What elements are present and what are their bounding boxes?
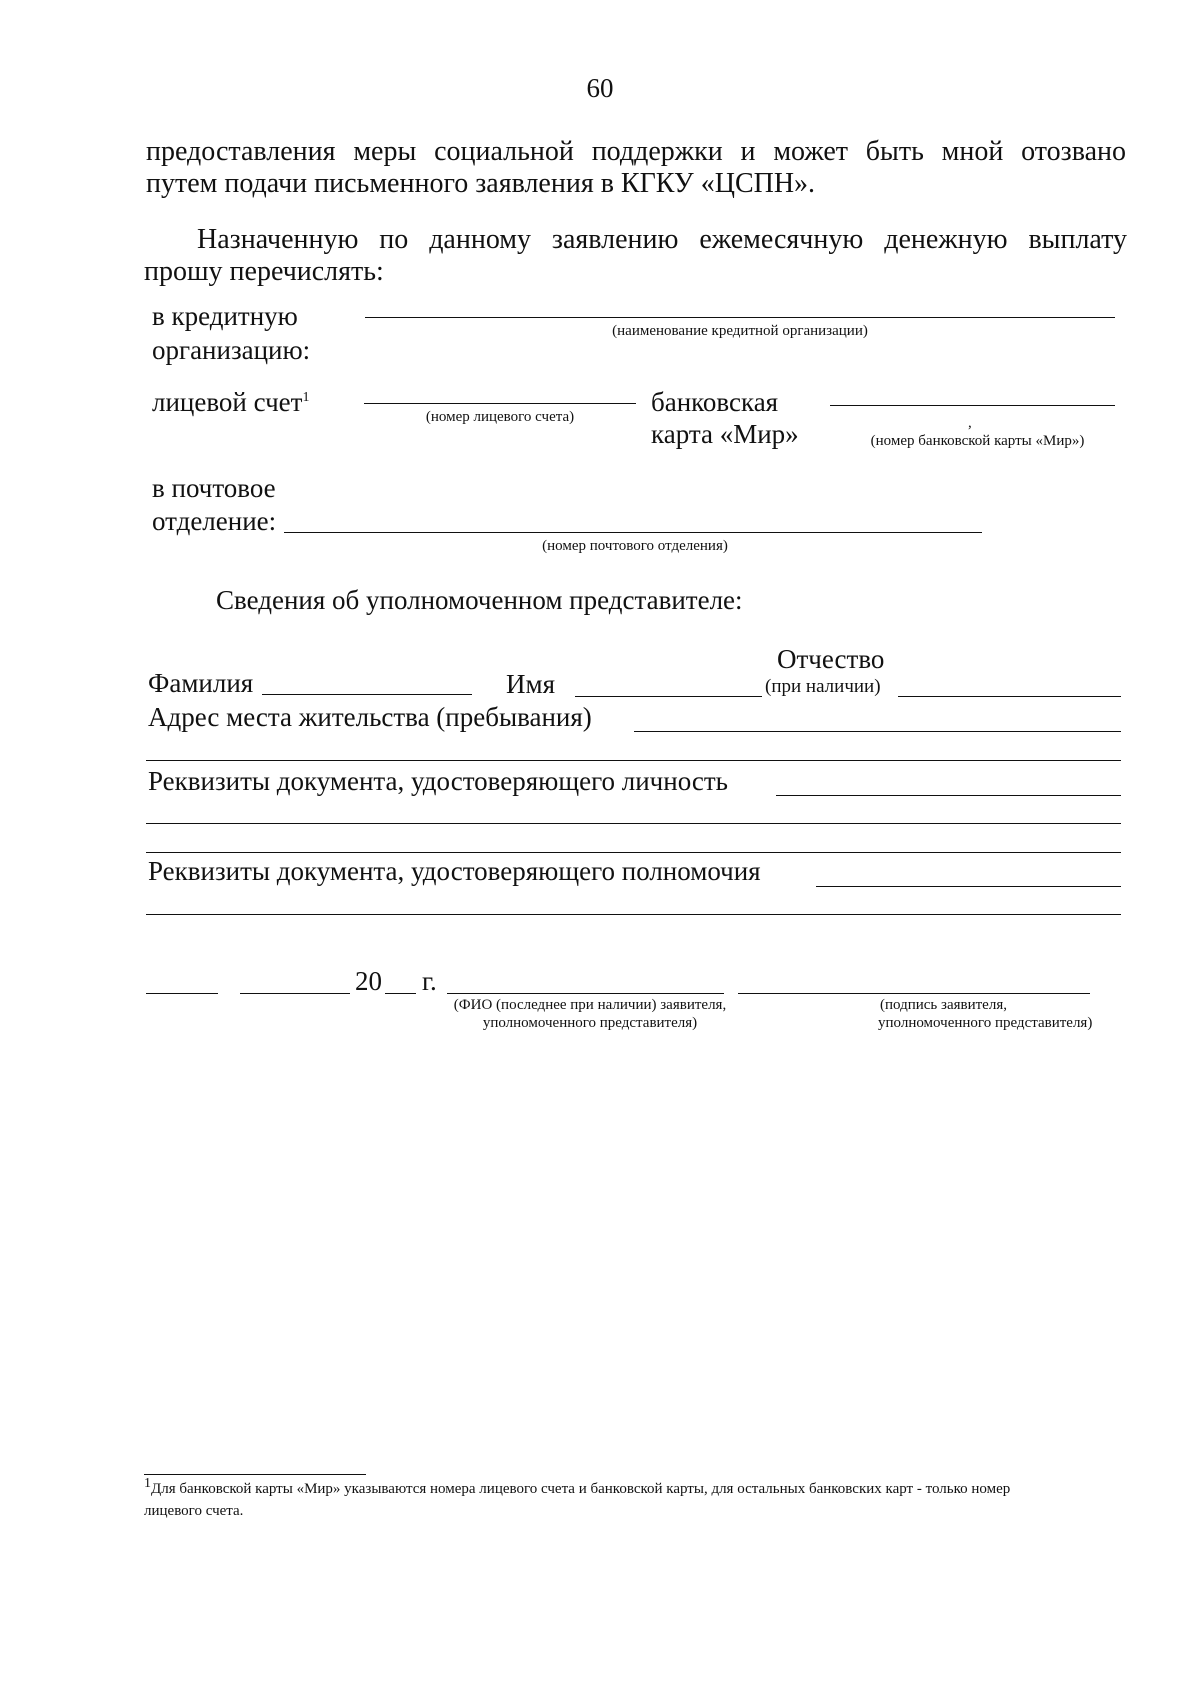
footnote-mark: 1 bbox=[144, 1476, 151, 1491]
surname-label: Фамилия bbox=[148, 668, 254, 698]
footnote-ref-mark: 1 bbox=[302, 390, 310, 405]
authority-doc-input-line[interactable] bbox=[816, 886, 1121, 887]
representative-heading: Сведения об уполномоченном представителе: bbox=[216, 585, 743, 615]
signature-input-line[interactable] bbox=[738, 993, 1090, 994]
mir-card-comma: , bbox=[968, 415, 972, 431]
fio-caption-1: (ФИО (последнее при наличии) заявителя, bbox=[453, 997, 727, 1013]
year-prefix: 20 bbox=[355, 966, 382, 996]
post-office-caption: (номер почтового отделения) bbox=[542, 538, 728, 554]
account-caption: (номер лицевого счета) bbox=[425, 409, 575, 425]
footnote-line-2: лицевого счета. bbox=[144, 1503, 244, 1519]
surname-input-line[interactable] bbox=[262, 694, 472, 695]
credit-org-input-line[interactable] bbox=[365, 317, 1115, 318]
account-label: лицевой счет$^1$ bbox=[152, 387, 310, 417]
date-month-line[interactable] bbox=[240, 993, 350, 994]
name-label: Имя bbox=[506, 669, 556, 699]
date-day-line[interactable] bbox=[146, 993, 218, 994]
post-office-input-line[interactable] bbox=[284, 532, 982, 533]
credit-org-label-1: в кредитную bbox=[152, 301, 298, 331]
address-input-line[interactable] bbox=[634, 731, 1121, 732]
year-suffix: г. bbox=[422, 966, 437, 996]
footnote-separator bbox=[144, 1474, 366, 1475]
intro-line-2: путем подачи письменного заявления в КГКУ «ЦСПН». bbox=[146, 168, 816, 199]
authority-doc-label: Реквизиты документа, удостоверяющего полномочия bbox=[148, 856, 761, 886]
mir-card-label-1: банковская bbox=[651, 387, 779, 417]
credit-org-caption: (наименование кредитной организации) bbox=[612, 323, 868, 339]
footnote-line-1: $^1$Для банковской карты «Мир» указываются номера лицевого счета и банковской карты, для остальных банковских карт - только номер bbox=[144, 1476, 1011, 1497]
fio-input-line[interactable] bbox=[447, 993, 724, 994]
sign-caption-2: уполномоченного представителя) bbox=[878, 1015, 1093, 1031]
year-input-line[interactable] bbox=[385, 993, 416, 994]
patronymic-input-line[interactable] bbox=[898, 696, 1121, 697]
mir-card-input-line[interactable] bbox=[830, 405, 1115, 406]
id-doc-input-line[interactable] bbox=[776, 795, 1121, 796]
page-number: 60 bbox=[586, 73, 614, 103]
name-input-line[interactable] bbox=[575, 696, 762, 697]
id-doc-label: Реквизиты документа, удостоверяющего личность bbox=[148, 766, 728, 796]
mir-card-caption: (номер банковской карты «Мир») bbox=[870, 433, 1085, 449]
payment-line-2: прошу перечислять: bbox=[144, 256, 384, 287]
address-label: Адрес места жительства (пребывания) bbox=[148, 702, 592, 732]
id-doc-input-line-2[interactable] bbox=[146, 823, 1121, 824]
patronymic-label: Отчество bbox=[777, 644, 885, 674]
intro-line-1: предоставления меры социальной поддержки и может быть мной отозвано bbox=[146, 136, 1126, 167]
id-doc-input-line-3[interactable] bbox=[146, 852, 1121, 853]
payment-line-1: Назначенную по данному заявлению ежемесячную денежную выплату bbox=[197, 224, 1127, 255]
account-input-line[interactable] bbox=[364, 403, 636, 404]
address-input-line-2[interactable] bbox=[146, 760, 1121, 761]
patronymic-note: (при наличии) bbox=[765, 676, 881, 697]
post-office-label-2: отделение: bbox=[152, 506, 277, 536]
credit-org-label-2: организацию: bbox=[152, 335, 311, 365]
post-office-label-1: в почтовое bbox=[152, 473, 276, 503]
authority-doc-input-line-2[interactable] bbox=[146, 914, 1121, 915]
sign-caption-1: (подпись заявителя, bbox=[880, 997, 1007, 1013]
mir-card-label-2: карта «Мир» bbox=[651, 419, 799, 449]
fio-caption-2: уполномоченного представителя) bbox=[482, 1015, 698, 1031]
